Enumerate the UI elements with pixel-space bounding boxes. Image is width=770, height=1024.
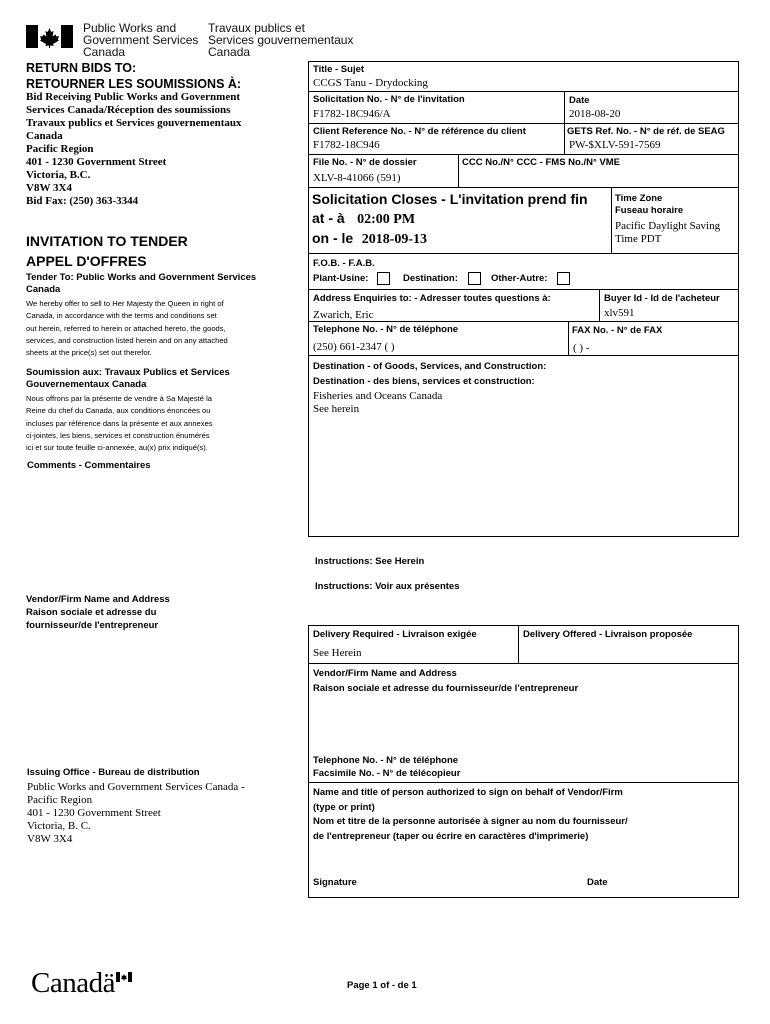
invitation-title-line: APPEL D'OFFRES [26, 253, 147, 269]
solicitation-no-label: Solicitation No. - N° de l'invitation [313, 94, 465, 105]
phone-fax-line: Facsimile No. - N° de télécopieur [313, 768, 461, 779]
at-label: at - à [312, 210, 345, 226]
destination-label: Destination: [403, 273, 458, 284]
destination-goods-label [313, 359, 546, 389]
divider [568, 321, 569, 355]
divider [308, 154, 739, 155]
plant-usine-checkbox[interactable] [377, 272, 390, 285]
solicitation-closes-label: Solicitation Closes - L'invitation prend fin [312, 191, 588, 207]
auth-line: (type or print) [313, 801, 375, 813]
issuing-line: Pacific Region [27, 794, 93, 806]
closing-date-row [312, 230, 427, 248]
auth-line: de l'entrepreneur (taper ou écrire en caractères d'imprimerie) [313, 830, 589, 842]
vendor-left-label [26, 593, 170, 632]
divider [308, 91, 739, 92]
soumission-aux [26, 367, 230, 391]
signature-date-label: Date [587, 877, 608, 888]
wordmark-flag-icon [116, 969, 132, 987]
offer-fr-line: Nous offrons par la présente de vendre à Sa Majesté la [26, 394, 213, 403]
dest-goods-value-line: See herein [313, 403, 360, 415]
destination-checkbox[interactable] [468, 272, 481, 285]
tz-label-line: Time Zone [615, 193, 663, 204]
tz-value-line: Pacific Daylight Saving [615, 220, 721, 232]
divider [308, 187, 739, 188]
vendor-left-line: Vendor/Firm Name and Address [26, 594, 170, 605]
department-name-en [83, 22, 198, 58]
return-bids-title [26, 60, 241, 92]
gets-ref-value: PW-$XLV-591-7569 [569, 139, 661, 151]
offer-fr-line: ici et sur toute feuille ci-annexée, au(x) prix indiqué(s). [26, 443, 208, 453]
date-label: Date [569, 95, 590, 106]
buyer-id-label: Buyer Id - Id de l'acheteur [604, 293, 720, 304]
return-bids-title-line: RETURN BIDS TO: [26, 61, 137, 75]
issuing-line: Public Works and Government Services Canada - [27, 781, 245, 793]
offer-en-line: services, and construction listed herein and on any attached [26, 335, 228, 345]
delivery-required-label: Delivery Required - Livraison exigée [313, 629, 477, 640]
gets-ref-label: GETS Ref. No. - N° de réf. de SEAG [567, 126, 725, 137]
ccc-no-label: CCC No./N° CCC - FMS No./N° VME [462, 157, 621, 168]
file-no-label: File No. - N° de dossier [313, 157, 417, 168]
instructions-fr: Instructions: Voir aux présentes [315, 581, 460, 592]
invitation-title [26, 231, 188, 271]
offer-en-line: Canada, in accordance with the terms and conditions set [26, 311, 217, 321]
department-name-en-line: Canada [83, 45, 126, 59]
other-autre-label: Other-Autre: [491, 273, 548, 284]
fax-value: ( ) - [573, 342, 590, 354]
issuing-line: Victoria, B. C. [27, 820, 91, 832]
solicitation-no-value: F1782-18C946/A [313, 108, 391, 120]
page-number: Page 1 of - de 1 [347, 980, 417, 991]
divider [458, 154, 459, 187]
delivery-required-value: See Herein [313, 647, 362, 659]
soumission-line: Gouvernementaux Canada [26, 379, 147, 390]
address-enquiries-value: Zwarich, Eric [313, 309, 374, 321]
time-zone-label [615, 193, 683, 217]
title-value: CCGS Tanu - Drydocking [313, 77, 428, 89]
closing-date-value: 2018-09-13 [361, 232, 428, 247]
invitation-title-line: INVITATION TO TENDER [26, 233, 188, 249]
return-bids-address [26, 91, 242, 208]
divider [564, 91, 565, 154]
divider [308, 782, 739, 783]
bid-fax-line: Bid Fax: (250) 363-3344 [26, 195, 139, 207]
issuing-line: 401 - 1230 Government Street [27, 807, 161, 819]
vendor-left-line: fournisseur/de l'entrepreneur [26, 620, 159, 631]
vendor-name-address-label [313, 666, 578, 696]
offer-en-line: out herein, referred to herein or attached hereto, the goods, [26, 323, 226, 333]
address-line: 401 - 1230 Government Street [26, 156, 167, 168]
time-zone-value [615, 220, 720, 246]
delivery-offered-label: Delivery Offered - Livraison proposée [523, 629, 693, 640]
auth-line: Name and title of person authorized to sign on behalf of Vendor/Firm [313, 787, 623, 798]
closing-time-value: 02:00 PM [357, 212, 416, 227]
telephone-value: (250) 661-2347 ( ) [313, 341, 395, 353]
divider [611, 187, 612, 253]
vendor-label-line: Raison sociale et adresse du fournisseur/de l'entrepreneur [313, 683, 579, 694]
fax-label: FAX No. - N° de FAX [572, 325, 663, 336]
telephone-label: Telephone No. - N° de téléphone [313, 324, 459, 335]
delivery-offered-field[interactable] [520, 642, 736, 661]
return-bids-title-line: RETOURNER LES SOUMISSIONS À: [26, 77, 242, 91]
tender-to-line: Tender To: Public Works and Government Services [26, 272, 257, 283]
vendor-name-address-field[interactable] [312, 698, 736, 748]
buyer-id-value: xlv591 [604, 307, 635, 319]
tz-value-line: Time PDT [615, 233, 662, 245]
date-value: 2018-08-20 [569, 108, 621, 120]
offer-fr-line: incluses par référence dans la présente et aux annexes [26, 418, 213, 428]
signature-label: Signature [313, 877, 357, 888]
maple-leaf-flag-icon [26, 25, 73, 48]
address-line: Victoria, B.C. [26, 169, 91, 181]
dest-goods-line: Destination - of Goods, Services, and Construction: [313, 361, 547, 372]
address-line: Travaux publics et Services gouvernementaux [26, 117, 242, 129]
divider [308, 123, 739, 124]
instructions-en: Instructions: See Herein [315, 556, 425, 567]
vendor-left-line: Raison sociale et adresse du [26, 607, 157, 618]
plant-usine-label: Plant-Usine: [313, 273, 369, 284]
small-flag-icon [116, 972, 132, 982]
department-name-fr-line: Services gouvernementaux [208, 33, 354, 47]
offer-fr-line: ci-jointes, les biens, services et construction énumérés [26, 430, 210, 440]
issuing-line: V8W 3X4 [27, 833, 73, 845]
divider [308, 289, 739, 290]
address-line: Pacific Region [26, 143, 94, 155]
title-label: Title - Sujet [313, 64, 365, 75]
address-line: Canada [26, 130, 63, 142]
client-ref-label: Client Reference No. - N° de référence du client [313, 126, 526, 137]
department-name-fr [208, 22, 353, 58]
authorized-person-field[interactable] [312, 846, 736, 872]
other-autre-checkbox[interactable] [557, 272, 570, 285]
fob-label: F.O.B. - F.A.B. [313, 258, 375, 269]
divider [599, 289, 600, 321]
destination-goods-value [313, 390, 442, 416]
vendor-phone-fax-label [313, 754, 460, 780]
address-line: Bid Receiving Public Works and Government [26, 91, 241, 103]
offer-text-fr [26, 393, 213, 454]
tender-to-line: Canada [26, 284, 61, 295]
offer-en-line: We hereby offer to sell to Her Majesty the Queen in right of [26, 299, 224, 308]
department-name-en-line: Government Services [83, 33, 199, 47]
authorized-person-label [313, 786, 628, 844]
divider [308, 663, 739, 664]
on-label: on - le [312, 230, 354, 246]
auth-line: Nom et titre de la personne autorisée à signer au nom du fournisseur/ [313, 816, 628, 827]
issuing-office-label: Issuing Office - Bureau de distribution [27, 767, 200, 778]
offer-en-line: sheets at the price(s) set out therefor. [26, 348, 152, 358]
divider [308, 355, 739, 356]
file-no-value: XLV-8-41066 (591) [313, 172, 401, 184]
client-ref-value: F1782-18C946 [313, 139, 380, 151]
divider [518, 625, 519, 663]
comments-label: Comments - Commentaires [27, 460, 151, 471]
canada-wordmark: Canadä [31, 967, 115, 999]
department-name-en-line: Public Works and [83, 21, 177, 35]
tender-to [26, 272, 256, 296]
closing-time-row [312, 210, 415, 228]
offer-text-en [26, 298, 228, 359]
soumission-line: Soumission aux: Travaux Publics et Services [26, 367, 230, 378]
phone-fax-line: Telephone No. - N° de téléphone [313, 755, 459, 766]
divider [308, 253, 739, 254]
department-name-fr-line: Canada [208, 45, 251, 59]
vendor-label-line: Vendor/Firm Name and Address [313, 668, 457, 679]
dest-goods-line: Destination - des biens, services et construction: [313, 376, 535, 387]
issuing-office-address [27, 781, 245, 846]
address-enquiries-label: Address Enquiries to: - Adresser toutes questions à: [313, 293, 551, 304]
divider [308, 321, 739, 322]
dest-goods-value-line: Fisheries and Oceans Canada [313, 390, 443, 402]
tz-label-line: Fuseau horaire [615, 205, 684, 216]
canada-flag-logo [26, 25, 73, 48]
address-line: Services Canada/Réception des soumissions [26, 104, 231, 116]
department-name-fr-line: Travaux publics et [208, 21, 305, 35]
address-line: V8W 3X4 [26, 182, 72, 194]
offer-fr-line: Reine du chef du Canada, aux conditions énoncées ou [26, 406, 211, 416]
